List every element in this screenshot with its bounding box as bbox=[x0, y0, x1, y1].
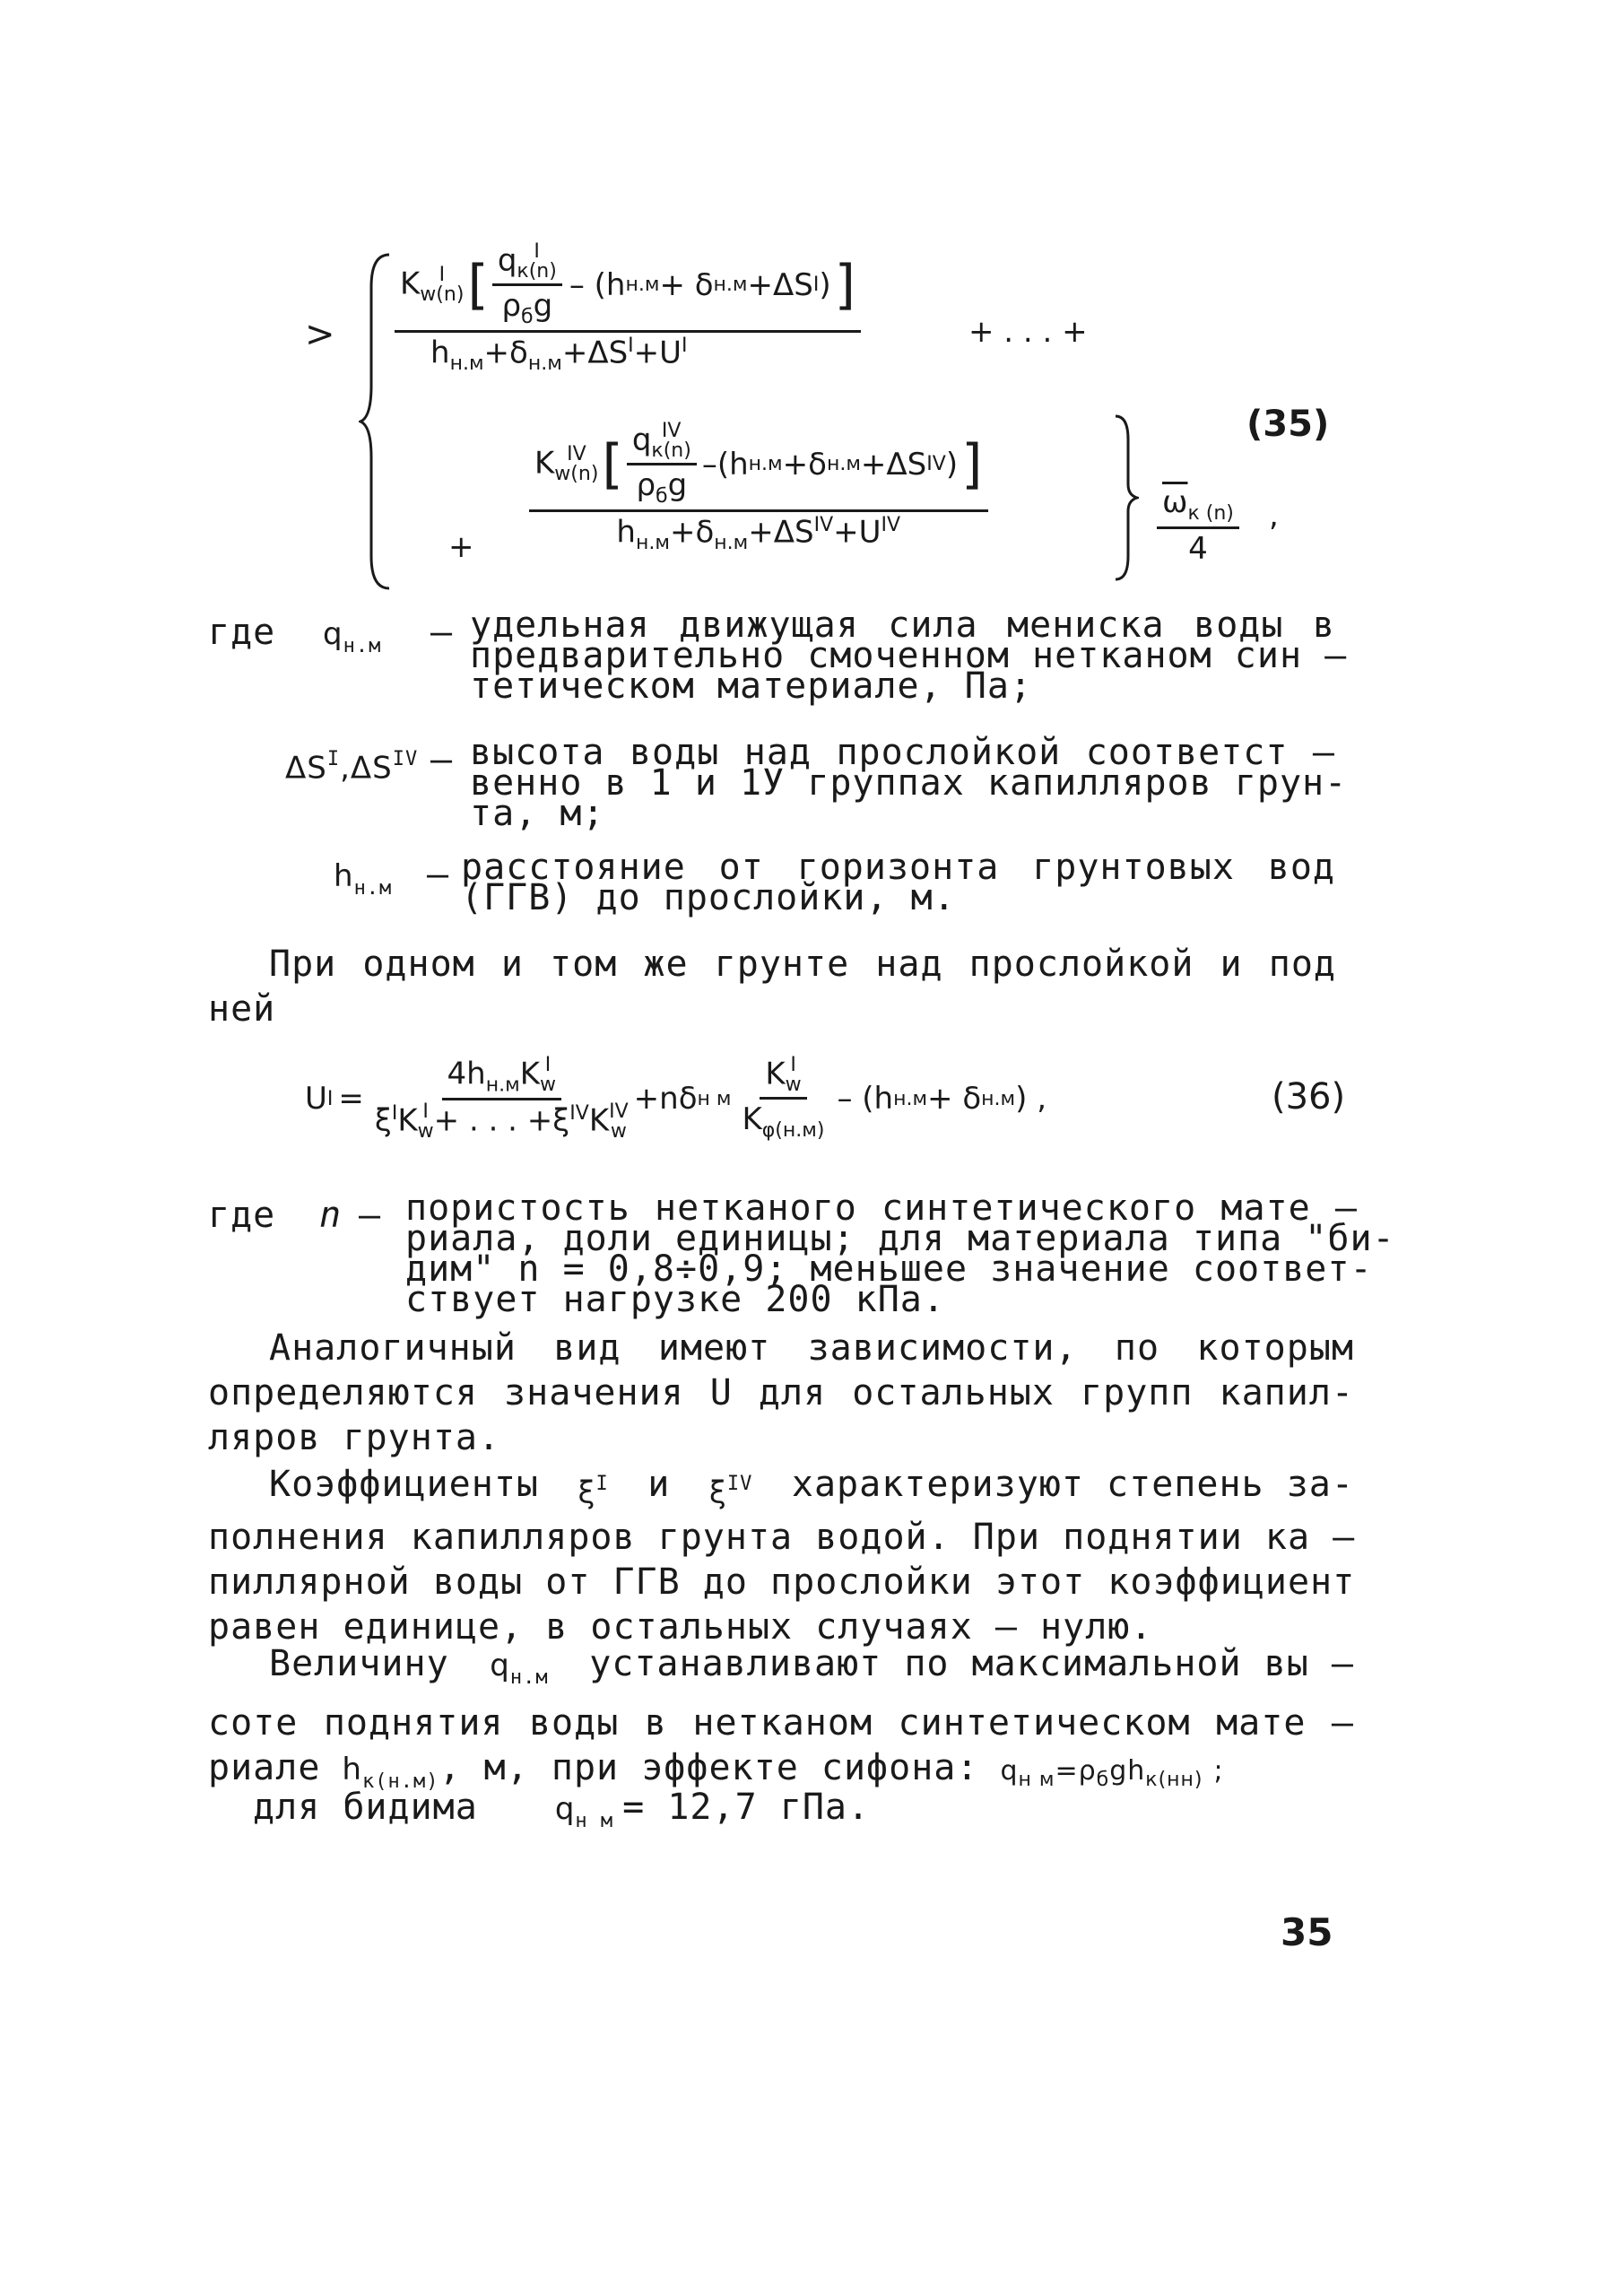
t2-plus: + bbox=[448, 529, 474, 565]
omega-fraction: $\overline{\omega}_{к (n)}$ 4 bbox=[1157, 484, 1239, 567]
term-1: K I w(n) [ q I к(n) $\rho_бg$ – (h н.м + δ н.м +ΔS I ) ] $h_{н.м}+\delta_{н.м}+\Delta S^I+U^I$ + . . . + bbox=[395, 242, 861, 375]
equation-number-35: (35) bbox=[1246, 404, 1330, 445]
def-q-line-1: удельная движущая сила мениска воды в bbox=[470, 604, 1335, 646]
def-q-dash: – bbox=[430, 612, 454, 653]
def-q: $q_{н.м}$ bbox=[323, 616, 382, 657]
def-n-line-4: ствует нагрузке 200 кПа. bbox=[405, 1279, 945, 1320]
page-number: 35 bbox=[1281, 1910, 1333, 1954]
bidim-line: для бидима $q_{н м}$ = 12,7 гПа. bbox=[253, 1787, 871, 1832]
def-n-term: n bbox=[319, 1195, 343, 1236]
dots-plus: + . . . + bbox=[968, 314, 1088, 350]
where-label-2: где bbox=[208, 1195, 276, 1236]
analog-line-1: Аналогичный вид имеют зависимости, по которым bbox=[269, 1327, 1354, 1369]
siphon-formula: $q_{н м}=\rho_бgh_{к(нн)}$ ; bbox=[1000, 1755, 1224, 1791]
relation-sign: > bbox=[305, 314, 335, 355]
def-n-line-2: риала, доли единицы; для материала типа "би- bbox=[405, 1218, 1395, 1259]
intro-line-2: ней bbox=[208, 988, 276, 1030]
f36-fraction-2: K I w $K_{\varphi(н.м)}$ bbox=[742, 1054, 825, 1142]
def-ds-dash: – bbox=[430, 739, 454, 780]
def-q-body bbox=[470, 604, 1348, 707]
def-n-line-3: дим" n = 0,8÷0,9; меньшее значение соответ- bbox=[405, 1248, 1373, 1290]
coef-line-2: полнения капилляров грунта водой. При поднятии ка – bbox=[208, 1517, 1356, 1559]
value-line-3: риале $h_{к(н.м)}$ , м, при эффекте сифона: $q_{н м}=\rho_бgh_{к(нн)}$ ; bbox=[208, 1745, 1354, 1805]
term-2: K IV w(n) [ q IV к(n) $\rho_бg$ –(h н.м +δ н.м +ΔS IV ) ] $h_{н.м}+\delta_{н.м}+\Delta S^{IV}+U^{IV}$ bbox=[529, 422, 988, 554]
value-line-2: соте поднятия воды в нетканом синтетическом мате – bbox=[208, 1702, 1354, 1744]
right-brace bbox=[1112, 413, 1139, 583]
def-h-line-1: расстояние от горизонта грунтовых вод bbox=[461, 847, 1335, 888]
analog-line-3: ляров грунта. bbox=[208, 1417, 501, 1458]
def-ds-line-1: высота воды над прослойкой соответст – bbox=[470, 732, 1335, 773]
formula-36: U I = $4h_{н.м}K$ I w $\xi^IK$ I w + . . . $+\xi^{IV}K$ IV w +nδ н м K I w $K_{\varphi(н.м)}$ – (h н.м + δ н.м ) , bbox=[305, 1053, 1047, 1144]
def-ds: $\Delta S^I,\Delta S^{IV}$ bbox=[285, 748, 419, 787]
coef-line-3: пиллярной воды от ГГВ до прослойки этот коэффициент bbox=[208, 1561, 1356, 1604]
f36-fraction-1: $4h_{н.м}K$ I w $\xi^IK$ I w + . . . $+\xi^{IV}K$ IV w bbox=[374, 1053, 629, 1144]
t1-coef: K I w(n) bbox=[400, 263, 465, 306]
def-h-dash: – bbox=[427, 854, 450, 895]
paragraph-intro bbox=[208, 942, 1336, 1031]
def-n-line-1: пористость нетканого синтетического мате – bbox=[405, 1187, 1358, 1229]
analog-line-2: определяются значения U для остальных групп капил- bbox=[208, 1372, 1354, 1413]
def-h-line-2: (ГГВ) до прослойки, м. bbox=[461, 877, 956, 918]
value-line-1: Величину $q_{н.м}$ устанавливают по максимальной вы – bbox=[269, 1643, 1354, 1689]
def-n-dash: – bbox=[359, 1195, 382, 1236]
intro-line-1: При одном и том же грунте над прослойкой и под bbox=[269, 944, 1336, 985]
coef-line-1: Коэффициенты $\xi^I$ и $\xi^{IV}$ характеризуют степень за- bbox=[269, 1464, 1354, 1511]
formula-35 bbox=[305, 242, 1381, 601]
def-ds-line-3: та, м; bbox=[470, 793, 605, 834]
where-label-1: где bbox=[208, 612, 276, 653]
def-ds-body bbox=[470, 732, 1348, 834]
def-q-line-3: тетическом материале, Па; bbox=[470, 665, 1033, 707]
formula-35-comma: , bbox=[1269, 498, 1279, 534]
paragraph-coefficients bbox=[208, 1462, 1354, 1649]
def-ds-line-2: венно в 1 и 1У группах капилляров грун- bbox=[470, 762, 1348, 804]
paragraph-analog bbox=[208, 1326, 1354, 1460]
def-h: $h_{н.м}$ bbox=[334, 858, 393, 900]
left-brace bbox=[359, 251, 395, 592]
def-n-body bbox=[405, 1187, 1395, 1320]
coef-line-4: равен единице, в остальных случаях – нулю. bbox=[208, 1606, 1153, 1648]
def-h-body bbox=[461, 847, 1335, 918]
paragraph-value bbox=[208, 1641, 1354, 1805]
equation-number-36: (36) bbox=[1272, 1076, 1346, 1118]
def-q-line-2: предварительно смоченном нетканом син – bbox=[470, 635, 1348, 676]
